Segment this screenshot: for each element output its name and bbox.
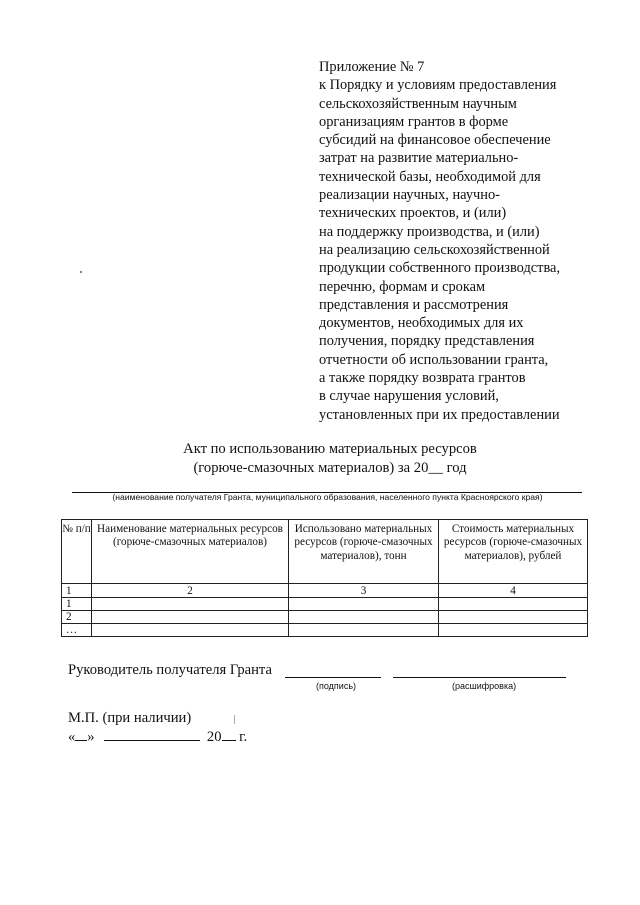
recipient-caption: (наименование получателя Гранта, муниципального образования, населенного пункта Красноярского края) <box>112 492 543 502</box>
day-blank[interactable] <box>75 740 87 741</box>
act-title-line-1: Акт по использованию материальных ресурсов <box>183 441 477 457</box>
header-number: № п/п <box>62 520 92 584</box>
date-year-prefix: 20 <box>206 729 222 745</box>
cost-rubles-cell[interactable] <box>439 611 588 624</box>
appendix-line: установленных при их предоставлении <box>319 406 560 423</box>
appendix-line: технической базы, необходимой для <box>319 168 541 185</box>
appendix-line: сельскохозяйственным научным <box>319 95 517 112</box>
appendix-line: затрат на развитие материально- <box>319 150 519 167</box>
header-resource-name: Наименование материальных ресурсов (горюче-смазочных материалов) <box>92 520 289 584</box>
date-row <box>68 729 247 746</box>
row-number-cell: … <box>62 624 92 637</box>
scan-speck <box>234 715 235 724</box>
appendix-line: перечню, формам и срокам <box>319 278 486 295</box>
cost-rubles-cell[interactable] <box>439 624 588 637</box>
column-number: 1 <box>62 584 92 598</box>
year-blank[interactable] <box>222 740 236 741</box>
used-tonnes-cell[interactable] <box>289 611 439 624</box>
date-year-suffix: г. <box>239 729 248 745</box>
signature-line[interactable] <box>285 677 381 678</box>
table-row <box>62 611 588 624</box>
table-row <box>62 624 588 637</box>
appendix-line: технических проектов, и (или) <box>319 205 507 222</box>
decoding-caption: (расшифровка) <box>452 681 517 691</box>
date-close-quote: » <box>87 729 95 745</box>
column-number: 4 <box>439 584 588 598</box>
appendix-line: субсидий на финансовое обеспечение <box>319 132 551 149</box>
appendix-line: Приложение № 7 <box>319 59 425 75</box>
act-title-line-2: (горюче-смазочных материалов) за 20__ год <box>193 460 467 476</box>
resource-name-cell[interactable] <box>92 598 289 611</box>
appendix-line: в случае нарушения условий, <box>319 388 499 405</box>
resources-table <box>61 519 588 637</box>
column-number: 3 <box>289 584 439 598</box>
signature-label: Руководитель получателя Гранта <box>68 662 272 678</box>
appendix-line: продукции собственного производства, <box>319 260 561 277</box>
scan-speck <box>80 271 82 273</box>
table-header-row <box>62 520 588 584</box>
used-tonnes-cell[interactable] <box>289 598 439 611</box>
header-cost-rubles: Стоимость материальных ресурсов (горюче-смазочных материалов), рублей <box>439 520 588 584</box>
stamp-place-label: М.П. (при наличии) <box>68 710 192 726</box>
signature-caption: (подпись) <box>316 681 357 691</box>
used-tonnes-cell[interactable] <box>289 624 439 637</box>
appendix-line: отчетности об использовании гранта, <box>319 351 549 368</box>
resource-name-cell[interactable] <box>92 611 289 624</box>
column-number: 2 <box>92 584 289 598</box>
header-used-tonnes: Использовано материальных ресурсов (горюче-смазочных материалов), тонн <box>289 520 439 584</box>
appendix-line: получения, порядку представления <box>319 333 535 350</box>
appendix-line: документов, необходимых для их <box>319 315 524 332</box>
appendix-line: организациям грантов в форме <box>319 113 509 130</box>
resource-name-cell[interactable] <box>92 624 289 637</box>
appendix-line: представления и рассмотрения <box>319 296 509 313</box>
appendix-line: на поддержку производства, и (или) <box>319 223 540 240</box>
date-open-quote: « <box>68 729 76 745</box>
month-blank[interactable] <box>104 740 200 741</box>
column-number-row <box>62 584 588 598</box>
appendix-line: а также порядку возврата грантов <box>319 370 526 387</box>
row-number-cell: 2 <box>62 611 92 624</box>
appendix-line: к Порядку и условиям предоставления <box>319 77 557 94</box>
appendix-line: на реализацию сельскохозяйственной <box>319 241 550 258</box>
cost-rubles-cell[interactable] <box>439 598 588 611</box>
appendix-header <box>319 58 619 424</box>
row-number-cell: 1 <box>62 598 92 611</box>
decoding-line[interactable] <box>393 677 566 678</box>
appendix-line: реализации научных, научно- <box>319 187 500 204</box>
table-row <box>62 598 588 611</box>
